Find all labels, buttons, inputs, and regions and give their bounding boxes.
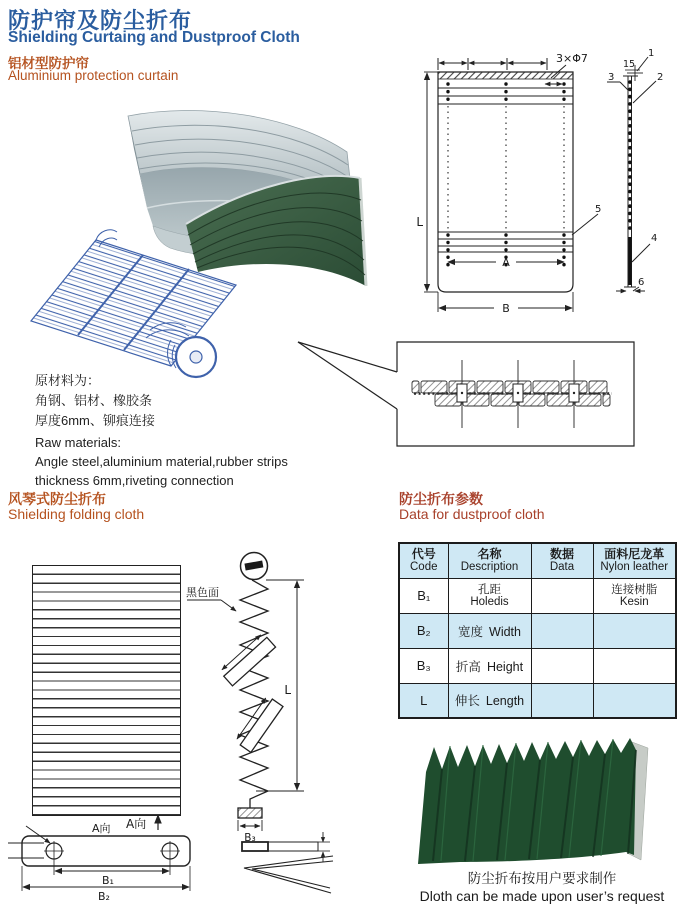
dim-B2-label: B₂	[98, 890, 110, 903]
dim-B-label: B	[502, 302, 510, 315]
curtain-side-view-drawing	[607, 57, 656, 291]
page-title-en: Shielding Curtaing and Dustproof Cloth	[8, 29, 300, 46]
cell-nylon	[593, 648, 676, 683]
view-A-label-2: A向	[126, 817, 147, 831]
raw-materials-zh-line3: 厚度6mm、铆痕连接	[35, 413, 155, 428]
curtain-front-view-drawing	[424, 58, 598, 312]
cell-nylon	[593, 613, 676, 648]
raw-materials-zh-line2: 角钢、铝材、橡胶条	[35, 393, 153, 408]
cell-nylon	[593, 683, 676, 718]
folding-section-heading-zh: 风琴式防尘折布	[8, 491, 106, 507]
table-row	[399, 683, 676, 718]
part-1-label: 1	[648, 48, 655, 59]
green-folded-cloth-photo	[418, 738, 648, 864]
cell-code: L	[399, 683, 448, 718]
subtitle-en: Aluminium protection curtain	[8, 68, 179, 83]
cell-nylon: 连接树脂 Kesin	[593, 578, 676, 613]
dim-15-label: 15	[622, 59, 636, 70]
raw-materials-zh-line1: 原材料为：	[35, 373, 101, 388]
folding-section-heading-en: Shielding folding cloth	[8, 506, 145, 522]
cell-data	[531, 683, 593, 718]
part-2-label: 2	[657, 72, 664, 83]
data-section-heading-zh: 防尘折布参数	[399, 491, 483, 507]
data-section-heading-en: Data for dustproof cloth	[399, 506, 545, 522]
photo-caption	[396, 870, 688, 905]
table-row	[399, 648, 676, 683]
cell-data	[531, 613, 593, 648]
col-header-code: 代号 Code	[399, 543, 448, 578]
folding-cloth-front-view	[32, 565, 181, 816]
hole-spec-label: 3×Φ7	[556, 52, 588, 65]
part-5-label: 5	[595, 204, 602, 215]
cell-description: 孔距 Holedis	[448, 578, 531, 613]
dustproof-cloth-table	[398, 542, 677, 719]
photo-caption-en: Dloth can be made upon user’s request	[419, 888, 665, 904]
slat-section-detail-drawing	[298, 342, 634, 446]
page-title-zh: 防护帘及防尘折布	[8, 8, 193, 33]
cell-code: B₃	[399, 648, 448, 683]
table-row	[399, 613, 676, 648]
dim-B3-label: B₃	[244, 832, 256, 844]
photo-caption-zh: 防尘折布按用户要求制作	[467, 871, 617, 886]
part-6-label: 6	[638, 277, 645, 288]
raw-materials-zh	[35, 371, 155, 431]
fold-dim-L-label: L	[284, 683, 291, 697]
cell-code: B₂	[399, 613, 448, 648]
dim-A-label: A	[502, 256, 510, 269]
dim-L-label: L	[416, 215, 423, 229]
cell-code: B₁	[399, 578, 448, 613]
col-header-data: 数据 Data	[531, 543, 593, 578]
raw-materials-en-line3: thickness 6mm,riveting connection	[35, 473, 234, 488]
table-header-row	[399, 543, 676, 578]
cell-data	[531, 648, 593, 683]
col-header-description: 名称 Description	[448, 543, 531, 578]
cell-data	[531, 578, 593, 613]
subtitle-zh: 铝材型防护帘	[8, 56, 89, 71]
col-header-nylon: 面料尼龙革 Nylon leather	[593, 543, 676, 578]
part-4-label: 4	[651, 233, 658, 244]
aluminium-curtain-illustration	[31, 111, 366, 377]
black-face-label: 黑色面	[186, 586, 219, 599]
table-row	[399, 578, 676, 613]
dim-B1-label: B₁	[102, 874, 114, 887]
cell-description: 伸长 Length	[448, 683, 531, 718]
cell-description: 折高 Height	[448, 648, 531, 683]
raw-materials-en-line1: Raw materials:	[35, 435, 121, 450]
cell-description: 宽度 Width	[448, 613, 531, 648]
raw-materials-en	[35, 433, 288, 490]
part-3-label: 3	[608, 72, 615, 83]
view-A-label: A向	[92, 822, 111, 835]
raw-materials-en-line2: Angle steel,aluminium material,rubber strips	[35, 454, 288, 469]
